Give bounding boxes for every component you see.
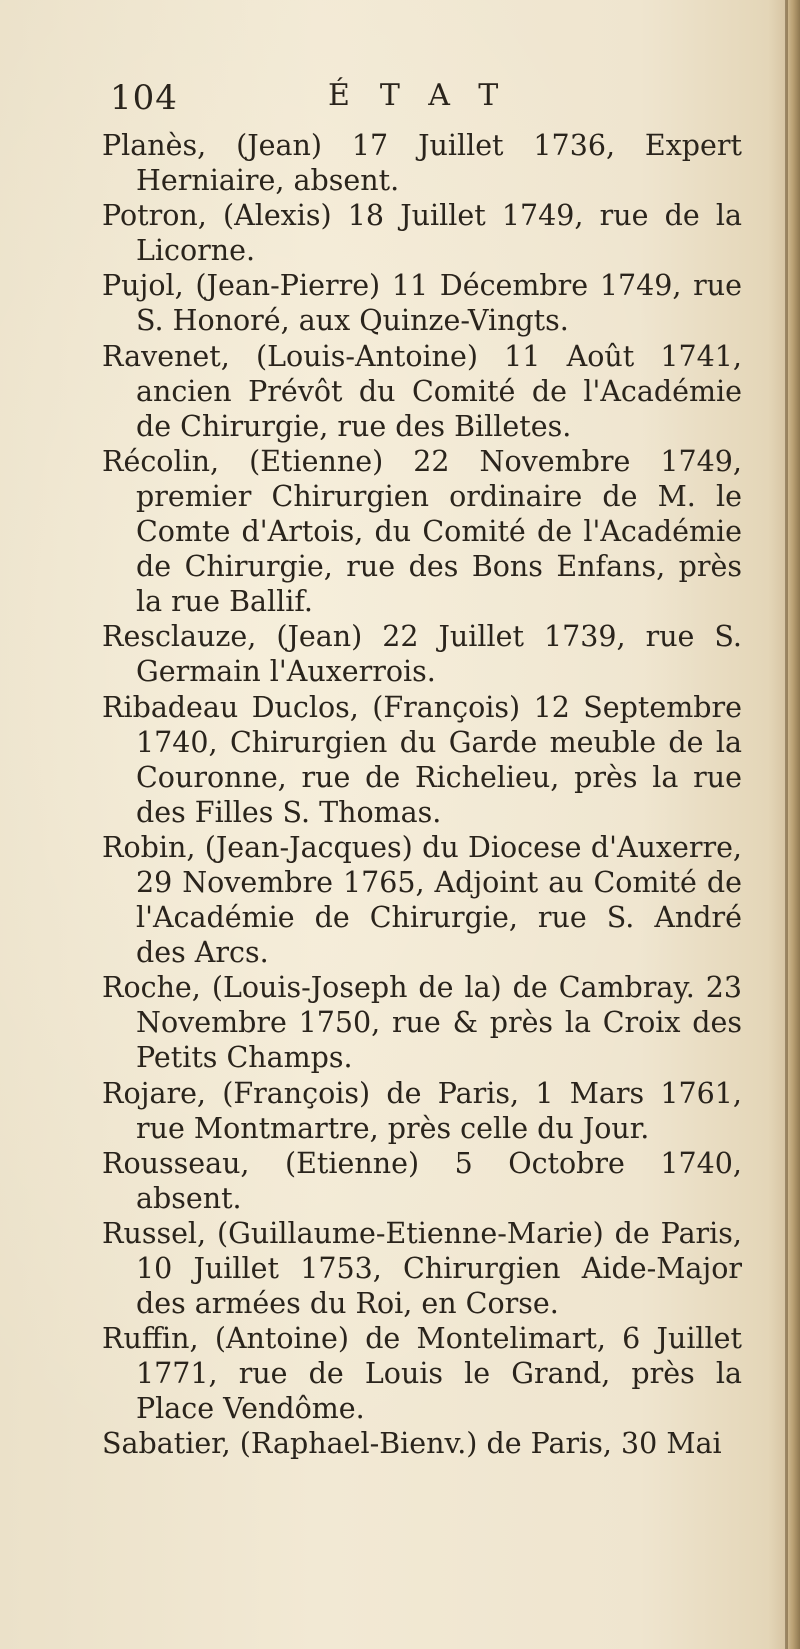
entry-list [102, 128, 742, 1462]
entry-planes: Planès, (Jean) 17 Juillet 1736, Expert Herniaire, absent. [102, 129, 742, 198]
entry-ravenet: Ravenet, (Louis-Antoine) 11 Août 1741, ancien Prévôt du Comité de l'Académie de Chirurgie, rue des Billetes. [102, 339, 742, 443]
entry-resclauze: Resclauze, (Jean) 22 Juillet 1739, rue S. Germain l'Auxerrois. [102, 620, 742, 689]
binding-edge [785, 0, 788, 1649]
entry-recolin: Récolin, (Etienne) 22 Novembre 1749, premier Chirurgien ordinaire de M. le Comte d'Artois, du Comité de l'Académie de Chirurgie, rue des Bons Enfans, près la rue Ballif. [102, 444, 742, 619]
entry-rojare: Rojare, (François) de Paris, 1 Mars 1761, rue Montmartre, près celle du Jour. [102, 1076, 742, 1145]
page-header [110, 78, 590, 118]
entry-ribadeau-duclos: Ribadeau Duclos, (François) 12 Septembre 1740, Chirurgien du Garde meuble de la Couronne, rue de Richelieu, près la rue des Filles S. Thomas. [102, 690, 742, 829]
entry-sabatier: Sabatier, (Raphael-Bienv.) de Paris, 30 Mai [102, 1427, 722, 1461]
entry-ruffin: Ruffin, (Antoine) de Montelimart, 6 Juillet 1771, rue de Louis le Grand, près la Place Vendôme. [102, 1322, 742, 1426]
page-gutter [786, 0, 800, 1649]
running-title: ÉTAT [328, 78, 529, 113]
entry-pujol: Pujol, (Jean-Pierre) 11 Décembre 1749, rue S. Honoré, aux Quinze-Vingts. [102, 269, 742, 338]
entry-rousseau: Rousseau, (Etienne) 5 Octobre 1740, absent. [102, 1146, 742, 1215]
entry-robin: Robin, (Jean-Jacques) du Diocese d'Auxerre, 29 Novembre 1765, Adjoint au Comité de l'Académie de Chirurgie, rue S. André des Arcs. [102, 830, 742, 970]
entry-potron: Potron, (Alexis) 18 Juillet 1749, rue de la Licorne. [102, 199, 742, 268]
page-number: 104 [110, 78, 178, 118]
entry-russel: Russel, (Guillaume-Etienne-Marie) de Paris, 10 Juillet 1753, Chirurgien Aide-Major des armées du Roi, en Corse. [102, 1216, 742, 1321]
entry-roche: Roche, (Louis-Joseph de la) de Cambray. 23 Novembre 1750, rue & près la Croix des Petits Champs. [102, 971, 742, 1075]
